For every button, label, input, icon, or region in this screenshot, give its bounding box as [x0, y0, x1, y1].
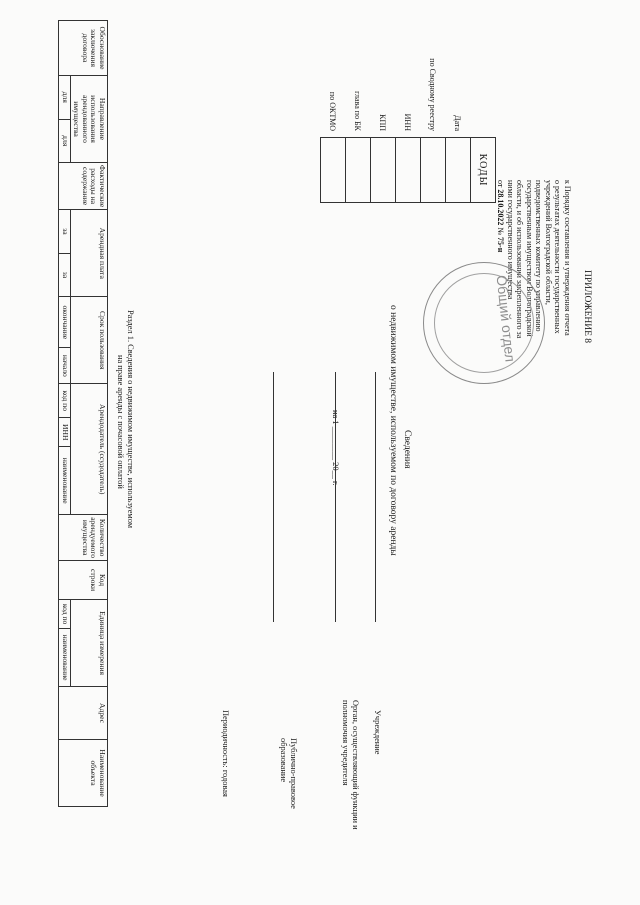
col-header-address: Адрес — [59, 687, 108, 740]
annex-line: о результатах деятельности государственных — [553, 180, 563, 334]
subheader-direction: для — [59, 76, 71, 120]
section-title-line2: на праве аренды с почасовой оплатой — [116, 355, 125, 489]
subheader-lessor: наименование — [59, 447, 71, 515]
codes-cell[interactable] — [396, 138, 421, 203]
annex-date: 28.10.2022 — [496, 189, 506, 226]
annex-line: области, и об использовании закрепленного за — [515, 180, 525, 339]
col-header-unit: Единица измерения — [70, 600, 107, 687]
codes-header: КОДЫ — [471, 138, 496, 203]
field-label-founder — [340, 700, 360, 840]
subheader-term: начало — [59, 348, 71, 384]
field-label-public-entity-text: Публично-правовое образование — [279, 738, 298, 809]
subheader-rent: за — [59, 210, 71, 254]
field-label-public-entity — [278, 738, 298, 828]
codes-label: глава по БК — [353, 91, 363, 131]
doc-subtitle: о недвижимом имуществе, используемом по договору аренды — [388, 305, 398, 556]
col-header-quantity: Количество арендуемого имущества — [59, 515, 108, 561]
date-prefix: от — [496, 180, 506, 188]
doc-title: Сведения — [402, 430, 412, 469]
subheader-direction: для — [59, 119, 71, 163]
col-header-actual-costs: Фактические расходы на содержание — [59, 163, 108, 210]
codes-cell[interactable] — [346, 138, 371, 203]
lease-table — [58, 20, 108, 807]
codes-cell[interactable] — [371, 138, 396, 203]
number-prefix: № — [496, 227, 506, 236]
annex-line: к Порядку составления и утверждения отчета — [563, 180, 572, 336]
col-header-rent: Арендная плата — [70, 210, 107, 297]
stamp-inner-ring — [434, 273, 534, 373]
subheader-term: окончание — [59, 297, 71, 348]
codes-label: Дата — [453, 115, 463, 131]
subheader-rent: за — [59, 253, 71, 297]
codes-label: по ОКТМО — [328, 91, 338, 131]
codes-cell[interactable] — [446, 138, 471, 203]
annex-line: подведомственных комитету по управлению — [534, 180, 544, 332]
annex-title: ПРИЛОЖЕНИЕ 8 — [582, 270, 592, 344]
codes-cell[interactable] — [421, 138, 446, 203]
col-header-row-code: Код строки — [59, 561, 108, 600]
codes-label: по Сводному реестру — [428, 58, 438, 131]
subheader-lessor: код по — [59, 384, 71, 418]
field-label-periodicity: Периодичность: годовая — [221, 710, 230, 797]
field-underline — [335, 372, 336, 622]
stamp-text: Общий отдел — [493, 274, 519, 363]
annex-line: ними государственного имущества — [506, 180, 515, 300]
field-label-institution: Учреждение — [373, 710, 382, 755]
col-header-direction: Направление использования арендованного имущества — [70, 76, 107, 163]
department-stamp — [423, 262, 545, 384]
section-title-line1: Раздел 1. Сведения о недвижимом имуществе, используемом — [126, 310, 135, 529]
field-label-founder-text: Орган, осуществляющий функции и полномочия учредителя — [341, 700, 360, 830]
doc-date-line: на 1 ________ 20__ г. — [331, 410, 340, 486]
codes-label: ИНН — [403, 113, 413, 131]
subheader-unit: код по — [59, 600, 71, 629]
codes-cell[interactable] — [321, 138, 346, 203]
subheader-unit: наименование — [59, 629, 71, 687]
codes-spacer — [471, 50, 496, 138]
codes-table — [320, 50, 496, 203]
field-underline — [273, 372, 274, 622]
col-header-object-name: Наименование объекта — [59, 740, 108, 807]
col-header-lessor: Арендодатель (ссудодатель) — [70, 384, 107, 515]
codes-label: КПП — [378, 114, 388, 131]
annex-number: 75-н — [496, 237, 506, 253]
col-header-term: Срок пользования — [70, 297, 107, 384]
annex-line: учреждений Волгоградской области, — [544, 180, 553, 305]
subheader-lessor: ИНН — [59, 418, 71, 447]
field-underline — [375, 372, 376, 622]
annex-line: государственным имуществом Волгоградской — [525, 180, 534, 337]
col-header-grounds: Обоснование заключения договора — [59, 21, 108, 76]
